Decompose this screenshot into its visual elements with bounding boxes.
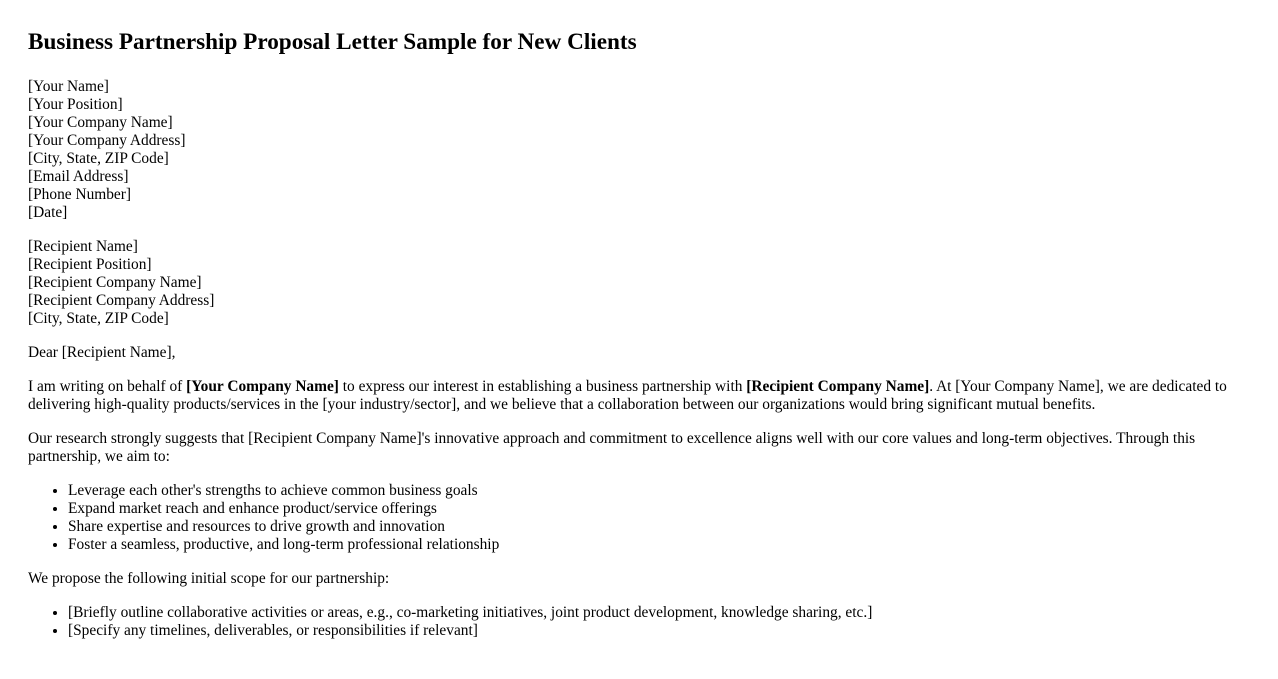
recipient-company-name: [Recipient Company Name] [28,274,202,291]
recipient-position: [Recipient Position] [28,256,152,273]
recipient-company-address: [Recipient Company Address] [28,292,215,309]
letter-date: [Date] [28,204,68,221]
list-item: • Share expertise and resources to drive growth and innovation [68,518,1250,536]
intro-text-3: . At [Your Company Name], we are dedicated to delivering high-quality products/services in the [your industry/sector], and we believe that a collaboration between our organizations would bring significant mutual benefits. [28,378,1227,413]
scope-paragraph: We propose the following initial scope for our partnership: [28,570,390,587]
list-item: • [Briefly outline collaborative activities or areas, e.g., co-marketing initiatives, joint product development, knowledge sharing, etc.] [68,604,1250,622]
aims-list [28,482,1250,554]
sender-city-state-zip: [City, State, ZIP Code] [28,150,169,167]
list-item: • [Specify any timelines, deliverables, or responsibilities if relevant] [68,622,1250,640]
recipient-address-block [28,238,1250,328]
sender-email: [Email Address] [28,168,129,185]
scope-list [28,604,1250,640]
intro-recipient-company: [Recipient Company Name] [746,378,930,395]
sender-company-name: [Your Company Name] [28,114,173,131]
research-paragraph: Our research strongly suggests that [Recipient Company Name]'s innovative approach and commitment to excellence aligns well with our core values and long-term objectives. Through this partnership, we aim to: [28,430,1196,465]
letter-document [0,29,1278,640]
intro-text-1: I am writing on behalf of [28,378,187,395]
page-title: Business Partnership Proposal Letter Sample for New Clients [28,29,637,55]
list-item: • Foster a seamless, productive, and long-term professional relationship [68,536,1250,554]
sender-position: [Your Position] [28,96,123,113]
intro-paragraph [28,378,1250,414]
sender-name: [Your Name] [28,78,109,95]
list-item: • Expand market reach and enhance product/service offerings [68,500,1250,518]
recipient-name: [Recipient Name] [28,238,138,255]
intro-your-company: [Your Company Name] [186,378,339,395]
recipient-city-state-zip: [City, State, ZIP Code] [28,310,169,327]
intro-text-2: to express our interest in establishing a business partnership with [338,378,747,395]
sender-phone: [Phone Number] [28,186,132,203]
greeting: Dear [Recipient Name], [28,344,176,361]
sender-company-address: [Your Company Address] [28,132,186,149]
sender-address-block [28,78,1250,222]
list-item: • Leverage each other's strengths to achieve common business goals [68,482,1250,500]
